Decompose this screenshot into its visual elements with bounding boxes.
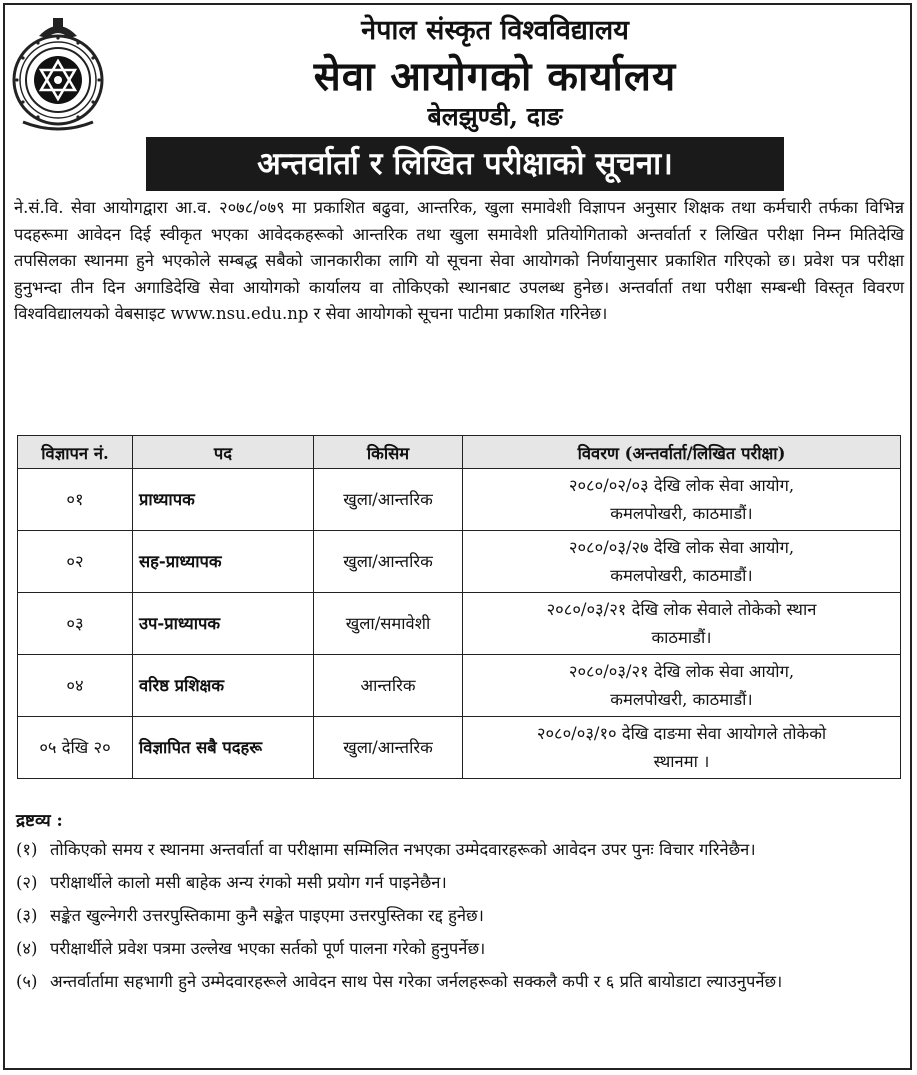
schedule-table (17, 435, 901, 779)
cell-ad-number: ०३ (18, 593, 133, 655)
table-header-row (18, 436, 901, 469)
note-text: सङ्केत खुल्नेगरी उत्तरपुस्तिकामा कुनै सङ्केत पाइएमा उत्तरपुस्तिका रद्द हुनेछ। (50, 906, 484, 925)
cell-ad-number: ०४ (18, 655, 133, 717)
note-number: (५) (16, 972, 38, 991)
note-text: परीक्षार्थीले कालो मसी बाहेक अन्य रंगको मसी प्रयोग गर्न पाइनेछैन। (50, 873, 447, 892)
list-item (16, 836, 904, 864)
cell-details (463, 717, 901, 779)
detail-line-2: कमलपोखरी, काठमाडौं। (610, 503, 753, 523)
cell-type: आन्तरिक (314, 655, 463, 717)
header-type: किसिम (314, 436, 463, 469)
notes-title: द्रष्टव्य : (16, 811, 63, 831)
table-row (18, 655, 901, 717)
table-row (18, 717, 901, 779)
cell-details (463, 469, 901, 531)
detail-line-2: कमलपोखरी, काठमाडौं। (610, 565, 753, 585)
header-details: विवरण (अन्तर्वार्ता/लिखित परीक्षा) (463, 436, 901, 469)
office-name: सेवा आयोगको कार्यालय (313, 53, 677, 100)
cell-details (463, 593, 901, 655)
notes-list (16, 836, 904, 1001)
cell-ad-number: ०२ (18, 531, 133, 593)
detail-line-1: २०८०/०३/२७ देखि लोक सेवा आयोग, (568, 537, 795, 557)
note-text: तोकिएको समय र स्थानमा अन्तर्वार्ता वा परीक्षामा सम्मिलित नभएका उम्मेदवारहरूको आवेदन उपर पुनः विचार गरिनेछैन। (50, 840, 756, 859)
detail-line-1: २०८०/०२/०३ देखि लोक सेवा आयोग, (568, 475, 795, 495)
detail-line-2: स्थानमा । (653, 751, 710, 771)
office-location: बेलझुण्डी, दाङ (427, 102, 563, 131)
list-item (16, 902, 904, 930)
university-name: नेपाल संस्कृत विश्वविद्यालय (361, 15, 629, 46)
cell-type: खुला/समावेशी (314, 593, 463, 655)
detail-line-2: काठमाडौं। (651, 627, 712, 647)
list-item (16, 968, 904, 996)
note-text: परीक्षार्थीले प्रवेश पत्रमा उल्लेख भएका सर्तको पूर्ण पालना गरेको हुनुपर्नेछ। (50, 939, 486, 958)
detail-line-1: २०८०/०३/२१ देखि लोक सेवाले तोकेको स्थान (546, 599, 817, 619)
cell-post: वरिष्ठ प्रशिक्षक (133, 655, 314, 717)
cell-ad-number: ०१ (18, 469, 133, 531)
intro-paragraph: ने.सं.वि. सेवा आयोगद्वारा आ.व. २०७८/०७९ मा प्रकाशित बढुवा, आन्तरिक, खुला समावेशी विज्ञापन अनुसार शिक्षक तथा कर्मचारी तर्फका विभिन्न पदहरूमा आवेदन दिई स्वीकृत भएका आवेदकहरूको आन्तरिक तथा खुला समावेशी प्रतियोगिताको अन्तर्वार्ता र लिखित परीक्षा निम्न मितिदेखि तपसिलका स्थानमा हुने भएकोले सम्बद्ध सबैको जानकारीका लागि यो सूचना सेवा आयोगको निर्णयानुसार प्रकाशित गरिएको छ। प्रवेश पत्र परीक्षा हुनुभन्दा तीन दिन अगाडिदेखि सेवा आयोगको कार्यालय वा तोकिएको स्थानबाट उपलब्ध हुनेछ। अन्तर्वार्ता तथा परीक्षा सम्बन्धी विस्तृत विवरण विश्वविद्यालयको वेबसाइट www.nsu.edu.np र सेवा आयोगको सूचना पाटीमा प्रकाशित गरिनेछ। (14, 198, 904, 323)
header-ad-number: विज्ञापन नं. (18, 436, 133, 469)
note-number: (१) (16, 840, 38, 859)
note-number: (२) (16, 873, 38, 892)
table-row (18, 593, 901, 655)
note-text: अन्तर्वार्तामा सहभागी हुने उम्मेदवारहरूले आवेदन साथ पेस गरेका जर्नलहरूको सक्कलै कपी र ६ प्रति बायोडाटा ल्याउनुपर्नेछ। (50, 972, 783, 991)
list-item (16, 935, 904, 963)
cell-type: खुला/आन्तरिक (314, 531, 463, 593)
cell-details (463, 531, 901, 593)
cell-post: उप-प्राध्यापक (133, 593, 314, 655)
table-row (18, 531, 901, 593)
detail-line-1: २०८०/०३/१० देखि दाङमा सेवा आयोगले तोकेको (536, 723, 827, 743)
note-number: (३) (16, 906, 38, 925)
notice-title-banner: अन्तर्वार्ता र लिखित परीक्षाको सूचना। (146, 137, 784, 191)
detail-line-2: कमलपोखरी, काठमाडौं। (610, 689, 753, 709)
cell-ad-number: ०५ देखि २० (18, 717, 133, 779)
list-item (16, 869, 904, 897)
cell-post: प्राध्यापक (133, 469, 314, 531)
university-logo-icon (9, 14, 107, 132)
header-post: पद (133, 436, 314, 469)
table-row (18, 469, 901, 531)
note-number: (४) (16, 939, 38, 958)
cell-details (463, 655, 901, 717)
cell-post: विज्ञापित सबै पदहरू (133, 717, 314, 779)
detail-line-1: २०८०/०३/२१ देखि लोक सेवा आयोग, (568, 661, 795, 681)
cell-post: सह-प्राध्यापक (133, 531, 314, 593)
cell-type: खुला/आन्तरिक (314, 469, 463, 531)
cell-type: खुला/आन्तरिक (314, 717, 463, 779)
